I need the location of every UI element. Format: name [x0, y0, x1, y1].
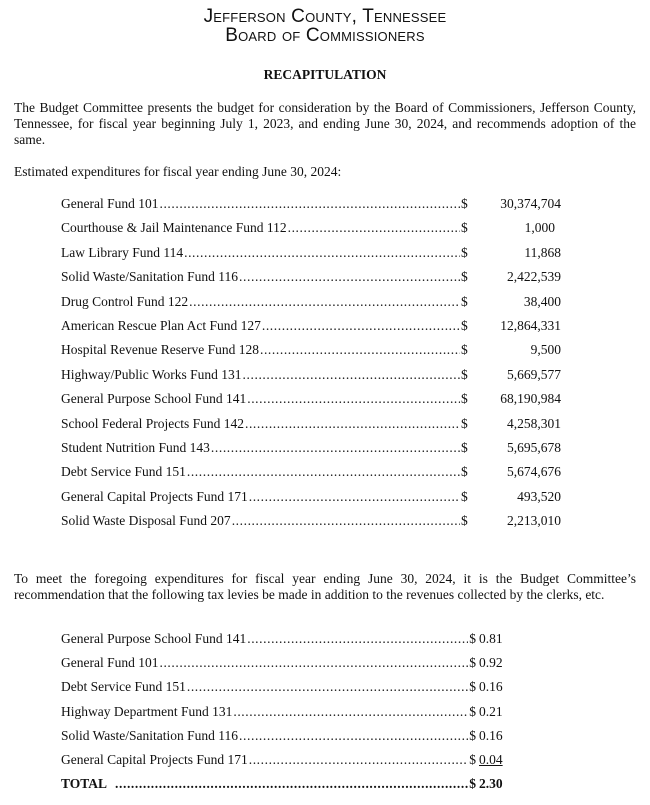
fund-name: Debt Service Fund 151 [61, 679, 186, 695]
leader-dots [249, 752, 469, 768]
fund-name: Highway/Public Works Fund 131 [61, 366, 242, 382]
fund-name: General Purpose School Fund 141 [61, 631, 247, 646]
currency-symbol: $ [469, 703, 476, 719]
levy-total-row [61, 776, 511, 800]
fund-name: General Fund 101 [61, 196, 159, 211]
fund-amount: 493,520 [517, 488, 561, 504]
currency-symbol: $ [461, 244, 468, 260]
currency-symbol: $ [461, 415, 468, 431]
fund-name: Solid Waste/Sanitation Fund 116 [61, 727, 239, 743]
currency-symbol: $ [469, 679, 476, 695]
leader-dots [243, 367, 460, 383]
leader-dots [187, 679, 468, 695]
leader-dots [233, 704, 468, 720]
leader-dots [189, 294, 460, 310]
currency-symbol: $ [461, 439, 468, 455]
fund-amount: 1,000 [524, 220, 555, 236]
expenditures-heading: Estimated expenditures for fiscal year ending June 30, 2024: [14, 164, 342, 179]
fund-amount: 5,669,577 [507, 366, 561, 382]
currency-symbol: $ [461, 269, 468, 285]
currency-symbol: $ [461, 488, 468, 504]
fund-name: Law Library Fund 114 [61, 244, 184, 260]
expenditure-row [61, 342, 561, 366]
total-rate: 2.30 [479, 776, 503, 792]
levy-row [61, 728, 511, 752]
currency-symbol: $ [461, 513, 468, 529]
leader-dots [249, 489, 460, 505]
fund-name: Drug Control Fund 122 [61, 293, 189, 309]
tax-rate: 0.16 [479, 679, 503, 695]
leader-dots [211, 440, 460, 456]
leader-dots [184, 245, 460, 261]
expenditure-row [61, 464, 561, 488]
currency-symbol: $ [469, 727, 476, 743]
expenditure-row [61, 391, 561, 415]
leader-dots [260, 342, 460, 358]
county-title: Jefferson County, Tennessee [203, 6, 447, 27]
recapitulation-heading: RECAPITULATION [263, 67, 387, 82]
leader-dots [247, 631, 468, 647]
levy-row [61, 679, 511, 703]
fund-name: Solid Waste Disposal Fund 207 [61, 513, 231, 529]
fund-name: General Capital Projects Fund 171 [61, 751, 248, 767]
total-label: TOTAL [61, 776, 108, 792]
levy-row [61, 704, 511, 728]
currency-symbol: $ [461, 391, 468, 407]
currency-symbol: $ [461, 293, 468, 309]
expenditure-row [61, 220, 561, 244]
levy-row [61, 631, 511, 655]
fund-amount: 9,500 [530, 342, 561, 358]
currency-symbol: $ [461, 220, 468, 236]
currency-symbol: $ [469, 776, 476, 792]
expenditure-row [61, 513, 561, 537]
levies-intro-paragraph: To meet the foregoing expenditures for fiscal year ending June 30, 2024, it is the Budget Committee’s recommendation that the following tax levies be made in addition to the revenues collected by the clerks, etc. [14, 571, 636, 602]
fund-name: Student Nutrition Fund 143 [61, 439, 210, 455]
currency-symbol: $ [461, 464, 468, 480]
leader-dots [232, 513, 460, 529]
expenditures-list [61, 196, 561, 537]
tax-levies-list [61, 631, 561, 800]
expenditure-row [61, 440, 561, 464]
leader-dots [115, 776, 468, 792]
fund-name: Hospital Revenue Reserve Fund 128 [61, 342, 259, 358]
fund-name: Solid Waste/Sanitation Fund 116 [61, 269, 239, 285]
leader-dots [262, 318, 460, 334]
fund-amount: 12,864,331 [500, 317, 561, 333]
currency-symbol: $ [469, 655, 476, 671]
board-title: Board of Commissioners [225, 25, 425, 46]
levy-row [61, 655, 511, 679]
fund-name: General Capital Projects Fund 171 [61, 488, 248, 504]
tax-rate: 0.04 [479, 751, 503, 767]
fund-name: School Federal Projects Fund 142 [61, 415, 244, 431]
tax-rate: 0.21 [479, 703, 503, 719]
leader-dots [239, 269, 460, 285]
currency-symbol: $ [461, 342, 468, 358]
fund-amount: 68,190,984 [500, 391, 561, 407]
leader-dots [159, 655, 468, 671]
leader-dots [247, 391, 460, 407]
currency-symbol: $ [461, 317, 468, 333]
tax-rate: 0.92 [479, 655, 503, 671]
intro-paragraph: The Budget Committee presents the budget for consideration by the Board of Commissioners, Jefferson County, Tennessee, for fiscal year beginning July 1, 2023, and ending June 30, 2024, and recommends adoption of the same. [14, 100, 636, 147]
expenditure-row [61, 245, 561, 269]
expenditure-row [61, 294, 561, 318]
leader-dots [187, 464, 460, 480]
expenditure-row [61, 367, 561, 391]
currency-symbol: $ [461, 366, 468, 382]
fund-amount: 5,695,678 [507, 439, 561, 455]
expenditure-row [61, 416, 561, 440]
fund-amount: 4,258,301 [507, 415, 561, 431]
fund-name: Courthouse & Jail Maintenance Fund 112 [61, 220, 287, 236]
leader-dots [239, 728, 468, 744]
expenditure-row [61, 196, 561, 220]
currency-symbol: $ [469, 631, 476, 646]
levy-row [61, 752, 511, 776]
currency-symbol: $ [461, 196, 468, 211]
tax-rate: 0.16 [479, 727, 503, 743]
fund-amount: 2,213,010 [507, 513, 561, 529]
fund-amount: 11,868 [524, 244, 561, 260]
fund-name: General Purpose School Fund 141 [61, 391, 247, 407]
leader-dots [288, 220, 460, 236]
leader-dots [245, 416, 460, 432]
fund-amount: 2,422,539 [507, 269, 561, 285]
expenditure-row [61, 489, 561, 513]
fund-name: Highway Department Fund 131 [61, 703, 233, 719]
fund-name: American Rescue Plan Act Fund 127 [61, 317, 261, 333]
expenditure-row [61, 269, 561, 293]
currency-symbol: $ [469, 751, 476, 767]
fund-amount: 5,674,676 [507, 464, 561, 480]
fund-name: Debt Service Fund 151 [61, 464, 186, 480]
fund-amount: 38,400 [523, 293, 561, 309]
leader-dots [159, 196, 460, 212]
expenditure-row [61, 318, 561, 342]
fund-amount: 30,374,704 [500, 196, 561, 211]
fund-name: General Fund 101 [61, 655, 159, 671]
tax-rate: 0.81 [479, 631, 503, 646]
